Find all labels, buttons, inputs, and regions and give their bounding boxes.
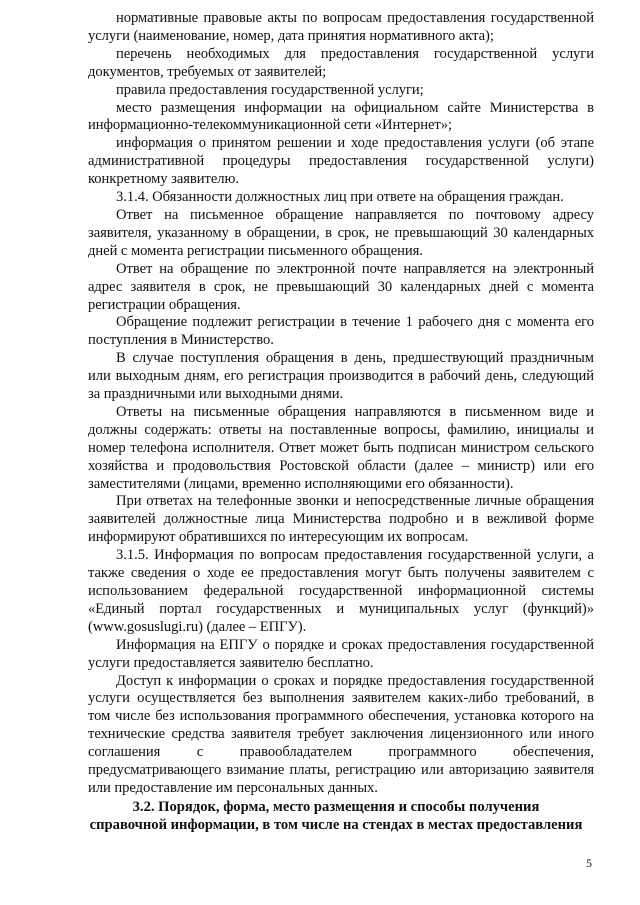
paragraph: 3.1.5. Информация по вопросам предоставления государственной услуги, а также сведения о ходе ее предоставления могут быть получены заявителем с использованием федеральной государственной информационной системы «Единый портал государственных и муниципальных услуг (функций)» (www.gosuslugi.ru) (далее – ЕПГУ).	[88, 547, 594, 635]
paragraph: место размещения информации на официальном сайте Министерства в информационно-телекоммуникационной сети «Интернет»;	[88, 99, 594, 134]
paragraph: Ответы на письменные обращения направляются в письменном виде и должны содержать: ответы на поставленные вопросы, фамилию, инициалы и номер телефона исполнителя. Ответ может быть подписан министром сельского хозяйства и продовольствия Ростовской области (далее – министр) или его заместителями (лицами, временно исполняющими его обязанности).	[88, 403, 594, 492]
section-heading-line: 3.2. Порядок, форма, место размещения и способы получения	[132, 799, 540, 815]
paragraph: Доступ к информации о сроках и порядке предоставления государственной услуги осуществляется без выполнения заявителем каких-либо требований, в том числе без использования программного обеспечения, установка которого на технические средства заявителя требует заключения лицензионного или иного соглашения с правообладателем программного обеспечения, предусматривающего взимание платы, регистрацию или авторизацию заявителя или предоставление им персональных данных.	[88, 672, 594, 796]
paragraph: перечень необходимых для предоставления государственной услуги документов, требуемых от заявителей;	[88, 45, 594, 80]
paragraph: Обращение подлежит регистрации в течение 1 рабочего дня с момента его поступления в Министерство.	[88, 314, 594, 349]
paragraph: Ответ на письменное обращение направляется по почтовому адресу заявителя, указанному в обращении, в срок, не превышающий 30 календарных дней с момента регистрации письменного обращения.	[88, 206, 594, 259]
paragraph: Ответ на обращение по электронной почте направляется на электронный адрес заявителя в срок, не превышающий 30 календарных дней с момента регистрации обращения.	[88, 260, 594, 313]
section-heading-line: справочной информации, в том числе на стендах в местах предоставления	[89, 816, 583, 833]
paragraph: 3.1.4. Обязанности должностных лиц при ответе на обращения граждан.	[116, 189, 564, 206]
paragraph: В случае поступления обращения в день, предшествующий праздничным или выходным дням, его регистрация производится в рабочий день, следующий за праздничными или выходными днями.	[88, 350, 594, 403]
page-number: 5	[586, 856, 592, 870]
document-body	[88, 10, 594, 798]
paragraph: нормативные правовые акты по вопросам предоставления государственной услуги (наименование, номер, дата принятия нормативного акта);	[88, 10, 594, 44]
paragraph: При ответах на телефонные звонки и непосредственные личные обращения заявителей должностные лица Министерства подробно и в вежливой форме информируют обратившихся по интересующим их вопросам.	[88, 493, 594, 546]
paragraph: правила предоставления государственной услуги;	[116, 81, 424, 98]
paragraph: информация о принятом решении и ходе предоставления услуги (об этапе административной процедуры предоставления государственной услуги) конкретному заявителю.	[88, 135, 594, 188]
paragraph: Информация на ЕПГУ о порядке и сроках предоставления государственной услуги предоставляется заявителю бесплатно.	[88, 636, 594, 671]
section-heading	[56, 799, 616, 835]
